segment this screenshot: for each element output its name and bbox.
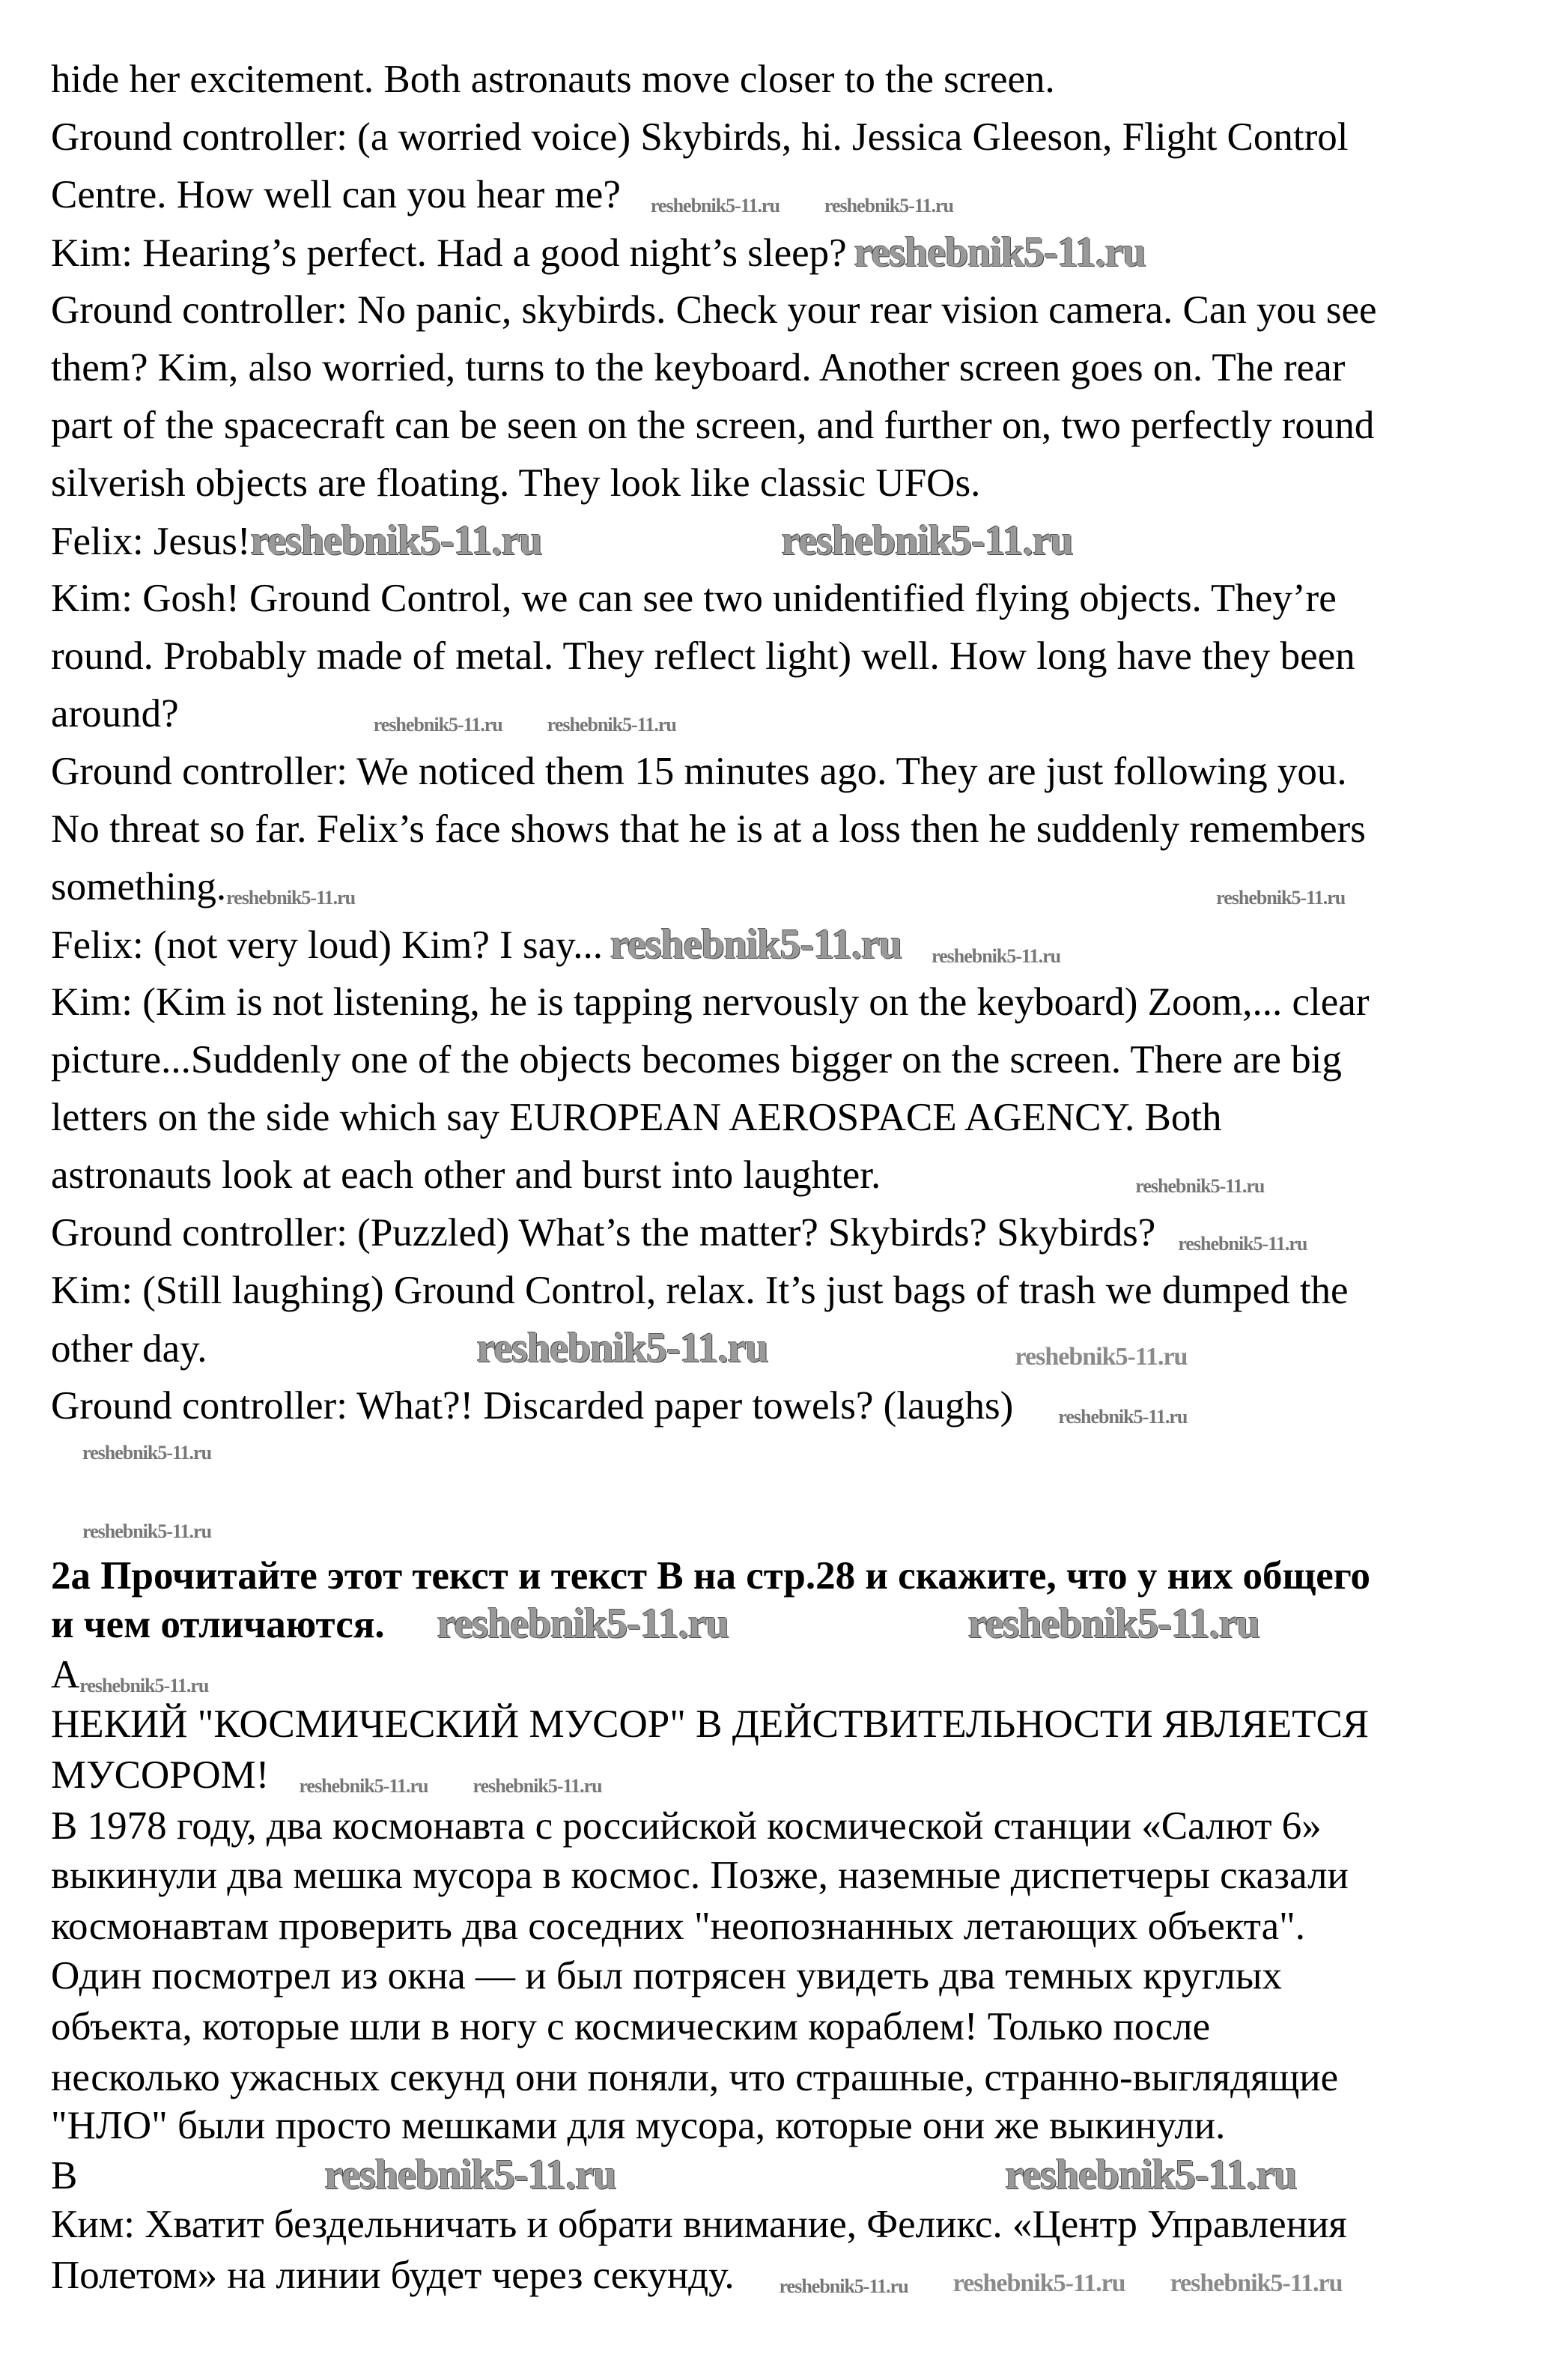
text-b-line xyxy=(51,2200,1347,2248)
dialogue-line xyxy=(51,920,1060,980)
text-a-title-line xyxy=(51,1700,1369,1748)
text-a-line-text: выкинули два мешка мусора в космос. Позже, наземные диспетчеры сказали xyxy=(51,1854,1349,1897)
dialogue-line xyxy=(51,863,1345,922)
watermark: reshebnik5-11.ru xyxy=(1178,1233,1307,1255)
watermark: reshebnik5-11.ru xyxy=(952,2269,1125,2297)
dialogue-line-text: Ground controller: (a worried voice) Skybirds, hi. Jessica Gleeson, Flight Control xyxy=(51,115,1349,159)
dialogue-line xyxy=(51,344,1345,392)
text-a-line xyxy=(51,1851,1349,1899)
watermark: reshebnik5-11.ru xyxy=(226,887,356,909)
text-a-line xyxy=(51,1952,1282,2000)
watermark: reshebnik5-11.ru xyxy=(1005,2152,1297,2198)
dialogue-line xyxy=(51,690,676,749)
dialogue-line-text: other day. xyxy=(51,1327,207,1371)
text-a-line-text: объекта, которые шли в ногу с космическим кораблем! Только после xyxy=(51,2005,1211,2048)
watermark: reshebnik5-11.ru xyxy=(1135,1175,1265,1197)
dialogue-line-text: Ground controller: What?! Discarded paper towels? (laughs) xyxy=(51,1384,1014,1428)
dialogue-line xyxy=(51,1036,1342,1084)
watermark: reshebnik5-11.ru xyxy=(82,1442,212,1463)
text-b-label-text: В xyxy=(51,2154,78,2197)
watermark: reshebnik5-11.ru xyxy=(82,1520,212,1542)
dialogue-line xyxy=(51,747,1347,795)
watermark: reshebnik5-11.ru xyxy=(472,1775,602,1797)
watermark: reshebnik5-11.ru xyxy=(299,1775,428,1797)
watermark: reshebnik5-11.ru xyxy=(1216,887,1346,909)
task-heading-text: и чем отличаются. xyxy=(51,1603,385,1646)
dialogue-line xyxy=(51,1151,1264,1210)
watermark: reshebnik5-11.ru xyxy=(824,195,953,216)
task-heading xyxy=(51,1552,1370,1600)
watermark: reshebnik5-11.ru xyxy=(1015,1343,1188,1371)
text-a-title-line-text: МУСОРОМ! xyxy=(51,1753,270,1797)
dialogue-line-text: astronauts look at each other and burst into laughter. xyxy=(51,1153,881,1197)
dialogue-line-text: silverish objects are floating. They look like classic UFOs. xyxy=(51,461,981,505)
dialogue-line xyxy=(51,1382,1187,1441)
dialogue-line-text: part of the spacecraft can be seen on the screen, and further on, two perfectly round xyxy=(51,404,1375,447)
text-a-title-line-text: НЕКИЙ "КОСМИЧЕСКИЙ МУСОР" В ДЕЙСТВИТЕЛЬНОСТИ ЯВЛЯЕТСЯ xyxy=(51,1702,1370,1746)
watermark: reshebnik5-11.ru xyxy=(437,1601,729,1647)
text-b-label xyxy=(51,2151,1296,2200)
dialogue-line xyxy=(51,805,1366,853)
task-heading xyxy=(51,1600,1259,1648)
watermark: reshebnik5-11.ru xyxy=(373,714,502,735)
watermark: reshebnik5-11.ru xyxy=(1170,2269,1343,2297)
dialogue-line xyxy=(51,55,1055,103)
text-a-line-text: несколько ужасных секунд они поняли, что страшные, странно-выглядящие xyxy=(51,2056,1339,2099)
dialogue-line xyxy=(51,978,1369,1026)
text-b-line xyxy=(51,2251,1343,2311)
text-a-line xyxy=(51,1902,1305,1950)
dialogue-line xyxy=(51,574,1337,622)
dialogue-line-text: hide her excitement. Both astronauts move closer to the screen. xyxy=(51,58,1055,101)
watermark: reshebnik5-11.ru xyxy=(79,1675,209,1696)
dialogue-line xyxy=(51,1209,1307,1268)
watermark: reshebnik5-11.ru xyxy=(250,518,542,564)
watermark: reshebnik5-11.ru xyxy=(779,2275,908,2297)
text-a-line xyxy=(51,1802,1322,1850)
watermark: reshebnik5-11.ru xyxy=(650,195,780,216)
watermark: reshebnik5-11.ru xyxy=(967,1601,1259,1647)
text-a-line xyxy=(51,2102,1225,2150)
dialogue-line-text: No threat so far. Felix’s face shows that he is at a loss then he suddenly remembers xyxy=(51,807,1366,851)
dialogue-line-text: Kim: (Still laughing) Ground Control, relax. It’s just bags of trash we dumped the xyxy=(51,1269,1349,1312)
text-a-line xyxy=(51,2003,1210,2051)
dialogue-line xyxy=(51,171,953,230)
watermark: reshebnik5-11.ru xyxy=(781,518,1073,564)
watermark: reshebnik5-11.ru xyxy=(932,945,1061,967)
dialogue-line-text: Ground controller: We noticed them 15 minutes ago. They are just following you. xyxy=(51,750,1347,793)
dialogue-line xyxy=(51,1324,1187,1381)
dialogue-line-text: letters on the side which say EUROPEAN AEROSPACE AGENCY. Both xyxy=(51,1096,1222,1139)
watermark: reshebnik5-11.ru xyxy=(854,229,1146,276)
dialogue-line xyxy=(51,517,1073,565)
text-a-label-text: A xyxy=(51,1653,80,1696)
text-a-line-text: Один посмотрел из окна — и был потрясен увидеть два темных круглых xyxy=(51,1954,1282,1998)
dialogue-line-text: Kim: Hearing’s perfect. Had a good night’s sleep? xyxy=(51,231,847,275)
text-a-line-text: космонавтам проверить два соседних "неопознанных летающих объекта". xyxy=(51,1905,1306,1948)
dialogue-line xyxy=(51,113,1349,161)
dialogue-line-text: Felix: (not very loud) Kim? I say... xyxy=(51,923,603,967)
watermark: reshebnik5-11.ru xyxy=(547,714,676,735)
text-b-line-text: Полетом» на линии будет через секунду. xyxy=(51,2254,735,2297)
dialogue-line-text: Felix: Jesus! xyxy=(51,520,251,563)
dialogue-line-text: Centre. How well can you hear me? xyxy=(51,173,621,216)
dialogue-line-text: round. Probably made of metal. They reflect light) well. How long have they been xyxy=(51,634,1355,678)
text-a-line-text: "НЛО" были просто мешками для мусора, которые они же выкинули. xyxy=(51,2104,1226,2147)
dialogue-line-text: Ground controller: (Puzzled) What’s the matter? Skybirds? Skybirds? xyxy=(51,1211,1156,1255)
dialogue-line xyxy=(51,1093,1222,1141)
watermark: reshebnik5-11.ru xyxy=(324,2152,616,2198)
watermark: reshebnik5-11.ru xyxy=(610,921,902,968)
dialogue-line xyxy=(51,459,980,507)
dialogue-line-text: around? xyxy=(51,692,179,735)
dialogue-line xyxy=(51,632,1355,680)
dialogue-line-text: them? Kim, also worried, turns to the keyboard. Another screen goes on. The rear xyxy=(51,346,1346,389)
text-a-line xyxy=(51,2054,1338,2102)
dialogue-line-text: Ground controller: No panic, skybirds. Check your rear vision camera. Can you see xyxy=(51,288,1377,332)
watermark: reshebnik5-11.ru xyxy=(1058,1406,1188,1428)
dialogue-line-text: Kim: (Kim is not listening, he is tapping nervously on the keyboard) Zoom,... clear xyxy=(51,980,1370,1024)
dialogue-line-text: picture...Suddenly one of the objects becomes bigger on the screen. There are big xyxy=(51,1038,1342,1082)
watermark: reshebnik5-11.ru xyxy=(476,1325,768,1371)
dialogue-line xyxy=(51,401,1374,449)
dialogue-line-text: Kim: Gosh! Ground Control, we can see two unidentified flying objects. They’re xyxy=(51,577,1337,620)
text-b-line-text: Ким: Хватит бездельничать и обрати внимание, Феликс. «Центр Управления xyxy=(51,2203,1347,2246)
dialogue-line xyxy=(51,228,1146,277)
dialogue-line xyxy=(51,286,1377,334)
text-a-line-text: В 1978 году, два космонавта с российской космической станции «Салют 6» xyxy=(51,1804,1322,1848)
dialogue-line xyxy=(51,1267,1349,1314)
dialogue-line-text: something. xyxy=(51,865,227,909)
task-heading-text: 2a Прочитайте этот текст и текст В на стр.28 и скажите, что у них общего xyxy=(51,1554,1371,1598)
